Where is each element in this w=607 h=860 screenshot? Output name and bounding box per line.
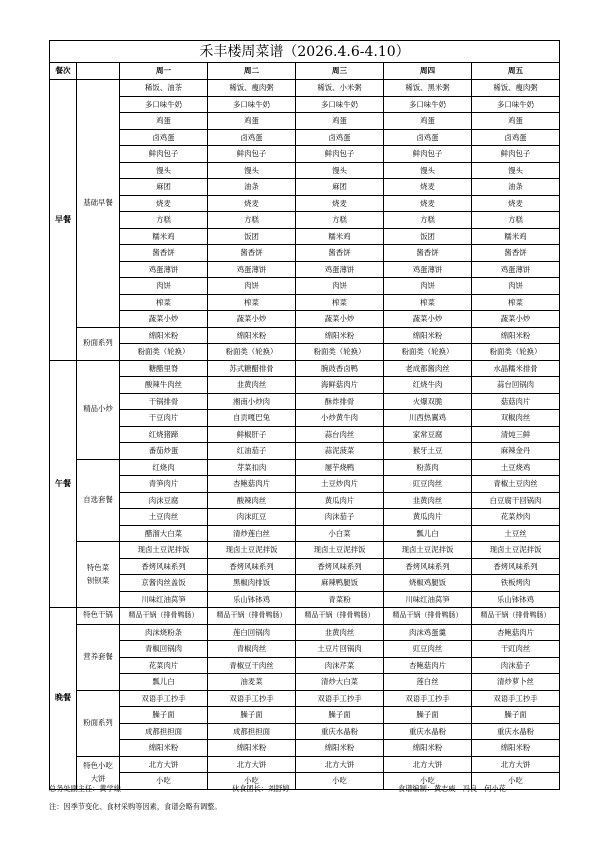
dish-cell-fri: 臊子面 — [472, 707, 560, 724]
dish-cell-wed: 多口味牛奶 — [296, 96, 384, 113]
dish-cell-mon: 小吃 — [120, 773, 208, 790]
dish-cell-wed: 馒头 — [296, 162, 384, 179]
dish-cell-thu: 重庆水晶粉 — [384, 723, 472, 740]
dish-cell-fri: 糯米鸡 — [472, 228, 560, 245]
dish-cell-thu: 绵阳米粉 — [384, 327, 472, 344]
menu-row — [50, 129, 560, 146]
dish-cell-thu: 多口味牛奶 — [384, 96, 472, 113]
day-header-tue: 周二 — [208, 63, 296, 80]
dish-cell-fri: 绵阳米粉 — [472, 740, 560, 757]
day-header-mon: 周一 — [120, 63, 208, 80]
dish-cell-wed: 小炒黄牛肉 — [296, 410, 384, 427]
category-name: 精品小炒 — [83, 404, 113, 414]
menu-row — [50, 228, 560, 245]
category-name-line2: 大饼 — [90, 773, 106, 783]
dish-cell-mon: 酱香饼 — [120, 245, 208, 262]
footer-canteen-head: 伙食团长：刘舒婷 — [232, 784, 290, 793]
category-column-header — [77, 63, 120, 80]
menu-row — [50, 542, 560, 559]
dish-cell-thu: 方糕 — [384, 212, 472, 229]
dish-cell-tue: 自贡嘎巴兔 — [208, 410, 296, 427]
dish-cell-tue: 油麦菜 — [208, 674, 296, 691]
dish-cell-thu: 鲜肉包子 — [384, 146, 472, 163]
dish-cell-thu: 烧麦 — [384, 179, 472, 196]
dish-cell-thu: 红烧牛肉 — [384, 377, 472, 394]
meal-label-lunch: 午餐 — [50, 360, 77, 608]
dish-cell-wed: 肉饼 — [296, 278, 384, 295]
dish-cell-wed: 蒜泥菠菜 — [296, 443, 384, 460]
dish-cell-wed: 蒜台肉丝 — [296, 426, 384, 443]
dish-cell-tue: 红油茄子 — [208, 443, 296, 460]
category-name-line2: 钡钡菜 — [86, 575, 110, 585]
dish-cell-tue: 酸辣肉丝 — [208, 492, 296, 509]
dish-cell-mon: 臊子面 — [120, 707, 208, 724]
dish-cell-mon: 北方大饼 — [120, 756, 208, 773]
dish-cell-tue: 青椒肉丝 — [208, 641, 296, 658]
dish-cell-thu: 猴牙土豆 — [384, 443, 472, 460]
dish-cell-mon: 香烤风味系列 — [120, 558, 208, 575]
dish-cell-fri: 花菜炒肉 — [472, 509, 560, 526]
dish-cell-thu: 老成都酱肉丝 — [384, 360, 472, 377]
dish-cell-fri: 杏鲍菇肉片 — [472, 624, 560, 641]
menu-row — [50, 294, 560, 311]
dish-cell-mon: 方糕 — [120, 212, 208, 229]
dish-cell-thu: 粉面类（轮换） — [384, 344, 472, 361]
dish-cell-tue: 稀饭、瘦肉粥 — [208, 80, 296, 97]
dish-cell-wed: 小吃 — [296, 773, 384, 790]
dish-cell-fri: 方糕 — [472, 212, 560, 229]
dish-cell-tue: 粉面类（轮换） — [208, 344, 296, 361]
menu-row — [50, 525, 560, 542]
header-row — [50, 63, 560, 80]
menu-row — [50, 492, 560, 509]
menu-row — [50, 756, 560, 773]
dish-cell-fri: 粉面类（轮换） — [472, 344, 560, 361]
dish-cell-mon: 粉面类（轮换） — [120, 344, 208, 361]
dish-cell-mon: 干豆肉片 — [120, 410, 208, 427]
day-header-wed: 周三 — [296, 63, 384, 80]
dish-cell-thu: 韭黄肉丝 — [384, 492, 472, 509]
footer-planners: 食谱编制：黄志威 冯良 何小花 — [398, 784, 506, 793]
dish-cell-wed: 酥炸排骨 — [296, 393, 384, 410]
dish-cell-thu: 香烤风味系列 — [384, 558, 472, 575]
dish-cell-fri: 水晶糯米排骨 — [472, 360, 560, 377]
dish-cell-wed: 青菜粉 — [296, 591, 384, 608]
category-name: 基础早餐 — [83, 197, 113, 207]
dish-cell-tue: 卤鸡蛋 — [208, 129, 296, 146]
dish-cell-fri: 馒头 — [472, 162, 560, 179]
dish-cell-wed: 臊子面 — [296, 707, 384, 724]
dish-cell-mon: 成都担担面 — [120, 723, 208, 740]
category-name: 自选套餐 — [83, 494, 113, 504]
dish-cell-mon: 土豆肉丝 — [120, 509, 208, 526]
menu-row — [50, 509, 560, 526]
dish-cell-wed: 蔬菜小炒 — [296, 311, 384, 328]
dish-cell-tue: 成都担担面 — [208, 723, 296, 740]
menu-row — [50, 426, 560, 443]
dish-cell-tue: 烧麦 — [208, 195, 296, 212]
dish-cell-tue: 精品干锅（排骨鸭肠） — [208, 608, 296, 625]
dish-cell-tue: 臊子面 — [208, 707, 296, 724]
menu-row — [50, 80, 560, 97]
menu-row — [50, 245, 560, 262]
dish-cell-mon: 烧麦 — [120, 195, 208, 212]
dish-cell-mon: 肉沫豆腐 — [120, 492, 208, 509]
dish-cell-mon: 麻团 — [120, 179, 208, 196]
dish-cell-wed: 鸡蛋薄饼 — [296, 261, 384, 278]
menu-row — [50, 641, 560, 658]
dish-cell-wed: 土豆炒肉片 — [296, 476, 384, 493]
dish-cell-thu: 杏鲍菇肉片 — [384, 657, 472, 674]
dish-cell-mon: 肉饼 — [120, 278, 208, 295]
dish-cell-fri: 酱香饼 — [472, 245, 560, 262]
menu-row — [50, 377, 560, 394]
category-name: 营养套餐 — [83, 651, 113, 661]
dish-cell-wed: 绵阳米粉 — [296, 740, 384, 757]
dish-cell-tue: 乐山钵钵鸡 — [208, 591, 296, 608]
menu-row — [50, 740, 560, 757]
dish-cell-thu: 火爆双脆 — [384, 393, 472, 410]
dish-cell-wed: 榨菜 — [296, 294, 384, 311]
dish-cell-wed: 鸡蛋 — [296, 113, 384, 130]
dish-cell-thu: 臊子面 — [384, 707, 472, 724]
category-name: 粉面系列 — [83, 717, 113, 727]
dish-cell-fri: 清炒萝卜丝 — [472, 674, 560, 691]
dish-cell-thu: 绵阳米粉 — [384, 740, 472, 757]
dish-cell-fri: 乐山钵钵鸡 — [472, 591, 560, 608]
dish-cell-wed: 精品干锅（排骨鸭肠） — [296, 608, 384, 625]
dish-cell-fri: 蔬菜小炒 — [472, 311, 560, 328]
dish-cell-mon: 鲜肉包子 — [120, 146, 208, 163]
meal-label-breakfast: 早餐 — [50, 80, 77, 361]
dish-cell-tue: 绵阳米粉 — [208, 740, 296, 757]
dish-cell-tue: 双语手工抄手 — [208, 690, 296, 707]
dish-cell-tue: 鲜肉包子 — [208, 146, 296, 163]
day-header-thu: 周四 — [384, 63, 472, 80]
dish-cell-mon: 双语手工抄手 — [120, 690, 208, 707]
dish-cell-thu: 瓢儿白 — [384, 525, 472, 542]
category-label — [77, 542, 120, 608]
dish-cell-mon: 红烧猪蹄 — [120, 426, 208, 443]
dish-cell-thu: 饭团 — [384, 228, 472, 245]
dish-cell-thu: 现卤土豆泥拌饭 — [384, 542, 472, 559]
dish-cell-mon: 番茄炒蛋 — [120, 443, 208, 460]
dish-cell-wed: 双语手工抄手 — [296, 690, 384, 707]
dish-cell-mon: 鸡蛋薄饼 — [120, 261, 208, 278]
menu-row — [50, 113, 560, 130]
dish-cell-tue: 榨菜 — [208, 294, 296, 311]
menu-row — [50, 410, 560, 427]
menu-row — [50, 591, 560, 608]
dish-cell-fri: 北方大饼 — [472, 756, 560, 773]
menu-row — [50, 608, 560, 625]
menu-title: 禾丰楼周菜谱（2026.4.6-4.10） — [50, 41, 560, 63]
dish-cell-wed: 绵阳米粉 — [296, 327, 384, 344]
dish-cell-mon: 酸辣牛肉丝 — [120, 377, 208, 394]
dish-cell-wed: 屡芋烧鸭 — [296, 459, 384, 476]
dish-cell-tue: 小吃 — [208, 773, 296, 790]
dish-cell-thu: 黄瓜肉片 — [384, 509, 472, 526]
dish-cell-wed: 小白菜 — [296, 525, 384, 542]
dish-cell-fri: 干豇肉丝 — [472, 641, 560, 658]
dish-cell-thu: 川味红油莴笋 — [384, 591, 472, 608]
weekly-menu-table — [49, 40, 560, 790]
menu-row — [50, 393, 560, 410]
dish-cell-fri: 榨菜 — [472, 294, 560, 311]
dish-cell-thu: 家常豆腐 — [384, 426, 472, 443]
menu-row — [50, 360, 560, 377]
dish-cell-tue: 肉饼 — [208, 278, 296, 295]
dish-cell-wed: 方糕 — [296, 212, 384, 229]
dish-cell-fri: 多口味牛奶 — [472, 96, 560, 113]
dish-cell-tue: 饭团 — [208, 228, 296, 245]
dish-cell-fri: 铁板烤肉 — [472, 575, 560, 592]
dish-cell-mon: 川味红油莴笋 — [120, 591, 208, 608]
dish-cell-thu: 粉蒸肉 — [384, 459, 472, 476]
dish-cell-tue: 馒头 — [208, 162, 296, 179]
dish-cell-mon: 稀饭、油茶 — [120, 80, 208, 97]
dish-cell-thu: 酱香饼 — [384, 245, 472, 262]
dish-cell-thu: 馒头 — [384, 162, 472, 179]
dish-cell-tue: 北方大饼 — [208, 756, 296, 773]
category-name: 特色小吃 — [83, 760, 113, 770]
dish-cell-mon: 肉沫烧粉条 — [120, 624, 208, 641]
dish-cell-tue: 蔬菜小炒 — [208, 311, 296, 328]
menu-row — [50, 476, 560, 493]
dish-cell-wed: 香烤风味系列 — [296, 558, 384, 575]
dish-cell-tue: 现卤土豆泥拌饭 — [208, 542, 296, 559]
menu-row — [50, 162, 560, 179]
dish-cell-fri: 鸡蛋薄饼 — [472, 261, 560, 278]
category-label — [77, 80, 120, 328]
dish-cell-wed: 土豆片回锅肉 — [296, 641, 384, 658]
dish-cell-fri: 鸡蛋 — [472, 113, 560, 130]
category-name: 粉面系列 — [83, 338, 113, 348]
dish-cell-thu: 豇豆肉丝 — [384, 641, 472, 658]
dish-cell-mon: 精品干锅（排骨鸭肠） — [120, 608, 208, 625]
dish-cell-mon: 京酱肉丝盖饭 — [120, 575, 208, 592]
dish-cell-fri: 菇菇肉片 — [472, 393, 560, 410]
dish-cell-fri: 油条 — [472, 179, 560, 196]
dish-cell-wed: 腕豉香卤鸭 — [296, 360, 384, 377]
dish-cell-mon: 瓢儿白 — [120, 674, 208, 691]
menu-row — [50, 558, 560, 575]
dish-cell-wed: 海鲜菇肉片 — [296, 377, 384, 394]
menu-row — [50, 179, 560, 196]
category-label — [77, 608, 120, 625]
dish-cell-tue: 苏式糖醋排骨 — [208, 360, 296, 377]
dish-cell-thu: 北方大饼 — [384, 756, 472, 773]
dish-cell-thu: 双语手工抄手 — [384, 690, 472, 707]
dish-cell-fri: 香烤风味系列 — [472, 558, 560, 575]
dish-cell-fri: 现卤土豆泥拌饭 — [472, 542, 560, 559]
footer-note: 注：因季节变化、食材采购等因素，食谱会略有调整。 — [49, 802, 222, 811]
dish-cell-thu: 榨菜 — [384, 294, 472, 311]
menu-body — [50, 80, 560, 790]
menu-row — [50, 212, 560, 229]
dish-cell-wed: 鲜肉包子 — [296, 146, 384, 163]
dish-cell-mon: 青椒回锅肉 — [120, 641, 208, 658]
dish-cell-tue: 酱香饼 — [208, 245, 296, 262]
dish-cell-wed: 肉沫茄子 — [296, 509, 384, 526]
dish-cell-mon: 花菜肉片 — [120, 657, 208, 674]
dish-cell-mon: 红烧肉 — [120, 459, 208, 476]
dish-cell-thu: 卤鸡蛋 — [384, 129, 472, 146]
dish-cell-wed: 粉面类（轮换） — [296, 344, 384, 361]
menu-row — [50, 96, 560, 113]
menu-row — [50, 575, 560, 592]
dish-cell-fri: 青椒土豆肉丝 — [472, 476, 560, 493]
menu-row — [50, 195, 560, 212]
dish-cell-fri: 烧麦 — [472, 195, 560, 212]
dish-cell-fri: 土豆丝 — [472, 525, 560, 542]
dish-cell-wed: 清炒大白菜 — [296, 674, 384, 691]
dish-cell-mon: 糯米鸡 — [120, 228, 208, 245]
dish-cell-mon: 蔬菜小炒 — [120, 311, 208, 328]
dish-cell-wed: 酱香饼 — [296, 245, 384, 262]
dish-cell-thu: 小吃 — [384, 773, 472, 790]
dish-cell-wed: 麻团 — [296, 179, 384, 196]
dish-cell-wed: 卤鸡蛋 — [296, 129, 384, 146]
dish-cell-wed: 北方大饼 — [296, 756, 384, 773]
dish-cell-wed: 麻辣鸭腿饭 — [296, 575, 384, 592]
dish-cell-mon: 糖醋里脊 — [120, 360, 208, 377]
dish-cell-tue: 青椒豆干肉丝 — [208, 657, 296, 674]
dish-cell-thu: 莲白丝 — [384, 674, 472, 691]
dish-cell-tue: 方糕 — [208, 212, 296, 229]
menu-row — [50, 327, 560, 344]
dish-cell-tue: 莲白回锅肉 — [208, 624, 296, 641]
dish-cell-fri: 肉饼 — [472, 278, 560, 295]
dish-cell-tue: 鸡蛋薄饼 — [208, 261, 296, 278]
menu-row — [50, 690, 560, 707]
dish-cell-thu: 肉饼 — [384, 278, 472, 295]
dish-cell-wed: 糯米鸡 — [296, 228, 384, 245]
dish-cell-mon: 鸡蛋 — [120, 113, 208, 130]
dish-cell-tue: 鸡蛋 — [208, 113, 296, 130]
dish-cell-fri: 卤鸡蛋 — [472, 129, 560, 146]
dish-cell-tue: 杏鲍菇肉片 — [208, 476, 296, 493]
menu-row — [50, 707, 560, 724]
dish-cell-mon: 卤鸡蛋 — [120, 129, 208, 146]
dish-cell-mon: 醋溜大白菜 — [120, 525, 208, 542]
dish-cell-wed: 烧麦 — [296, 195, 384, 212]
dish-cell-mon: 多口味牛奶 — [120, 96, 208, 113]
dish-cell-wed: 稀饭、小米粥 — [296, 80, 384, 97]
menu-row — [50, 146, 560, 163]
menu-row — [50, 624, 560, 641]
dish-cell-tue: 香烤风味系列 — [208, 558, 296, 575]
menu-row — [50, 723, 560, 740]
dish-cell-fri: 麻辣金丹 — [472, 443, 560, 460]
category-name: 特色菜 — [86, 562, 110, 572]
dish-cell-thu: 烧椒鸡腿饭 — [384, 575, 472, 592]
dish-cell-thu: 豇豆肉丝 — [384, 476, 472, 493]
dish-cell-fri: 土豆烧鸡 — [472, 459, 560, 476]
dish-cell-fri: 肉沫茄子 — [472, 657, 560, 674]
dish-cell-tue: 清炒莲白丝 — [208, 525, 296, 542]
dish-cell-thu: 精品干锅（排骨鸭肠） — [384, 608, 472, 625]
dish-cell-fri: 精品干锅（排骨鸭肠） — [472, 608, 560, 625]
dish-cell-fri: 稀饭、瘦肉粥 — [472, 80, 560, 97]
category-label — [77, 624, 120, 690]
category-label — [77, 690, 120, 756]
dish-cell-fri: 双语手工抄手 — [472, 690, 560, 707]
dish-cell-wed: 黄瓜肉片 — [296, 492, 384, 509]
dish-cell-wed: 现卤土豆泥拌饭 — [296, 542, 384, 559]
dish-cell-fri: 鲜肉包子 — [472, 146, 560, 163]
menu-row — [50, 443, 560, 460]
dish-cell-thu: 鸡蛋 — [384, 113, 472, 130]
menu-row — [50, 344, 560, 361]
dish-cell-wed: 肉沫芹菜 — [296, 657, 384, 674]
dish-cell-tue: 湘南小炒肉 — [208, 393, 296, 410]
menu-row — [50, 261, 560, 278]
menu-row — [50, 278, 560, 295]
dish-cell-tue: 绵阳米粉 — [208, 327, 296, 344]
dish-cell-thu: 蔬菜小炒 — [384, 311, 472, 328]
dish-cell-mon: 干锅排骨 — [120, 393, 208, 410]
dish-cell-thu: 鸡蛋薄饼 — [384, 261, 472, 278]
menu-row — [50, 311, 560, 328]
dish-cell-tue: 芽菜扣肉 — [208, 459, 296, 476]
menu-row — [50, 674, 560, 691]
meal-label-dinner: 晚餐 — [50, 608, 77, 790]
dish-cell-fri: 蒜台回锅肉 — [472, 377, 560, 394]
dish-cell-fri: 清炖三鲜 — [472, 426, 560, 443]
dish-cell-fri: 小吃 — [472, 773, 560, 790]
menu-row — [50, 657, 560, 674]
footer-director: 总务处副主任：黄学缘 — [49, 784, 121, 793]
category-name: 特色干锅 — [83, 610, 113, 620]
dish-cell-wed: 韭黄肉丝 — [296, 624, 384, 641]
dish-cell-tue: 鲜椒肝子 — [208, 426, 296, 443]
category-label — [77, 360, 120, 459]
day-header-fri: 周五 — [472, 63, 560, 80]
dish-cell-mon: 馒头 — [120, 162, 208, 179]
dish-cell-tue: 油条 — [208, 179, 296, 196]
menu-row — [50, 459, 560, 476]
dish-cell-mon: 现卤土豆泥拌饭 — [120, 542, 208, 559]
category-label — [77, 327, 120, 360]
dish-cell-fri: 双椒肉丝 — [472, 410, 560, 427]
dish-cell-thu: 烧麦 — [384, 195, 472, 212]
dish-cell-thu: 稀饭、黑米粥 — [384, 80, 472, 97]
dish-cell-fri: 白豆腐干回锅肉 — [472, 492, 560, 509]
category-label — [77, 459, 120, 542]
dish-cell-mon: 青笋肉片 — [120, 476, 208, 493]
dish-cell-mon: 榨菜 — [120, 294, 208, 311]
dish-cell-tue: 黑椒肉排饭 — [208, 575, 296, 592]
meal-column-header: 餐次 — [50, 63, 77, 80]
dish-cell-tue: 韭黄肉丝 — [208, 377, 296, 394]
dish-cell-fri: 重庆水晶粉 — [472, 723, 560, 740]
dish-cell-mon: 绵阳米粉 — [120, 740, 208, 757]
dish-cell-mon: 绵阳米粉 — [120, 327, 208, 344]
dish-cell-thu: 肉沫鸡蛋羹 — [384, 624, 472, 641]
dish-cell-thu: 川西热翼鸡 — [384, 410, 472, 427]
dish-cell-tue: 多口味牛奶 — [208, 96, 296, 113]
dish-cell-fri: 绵阳米粉 — [472, 327, 560, 344]
dish-cell-tue: 肉沫豇豆 — [208, 509, 296, 526]
dish-cell-wed: 重庆水晶粉 — [296, 723, 384, 740]
